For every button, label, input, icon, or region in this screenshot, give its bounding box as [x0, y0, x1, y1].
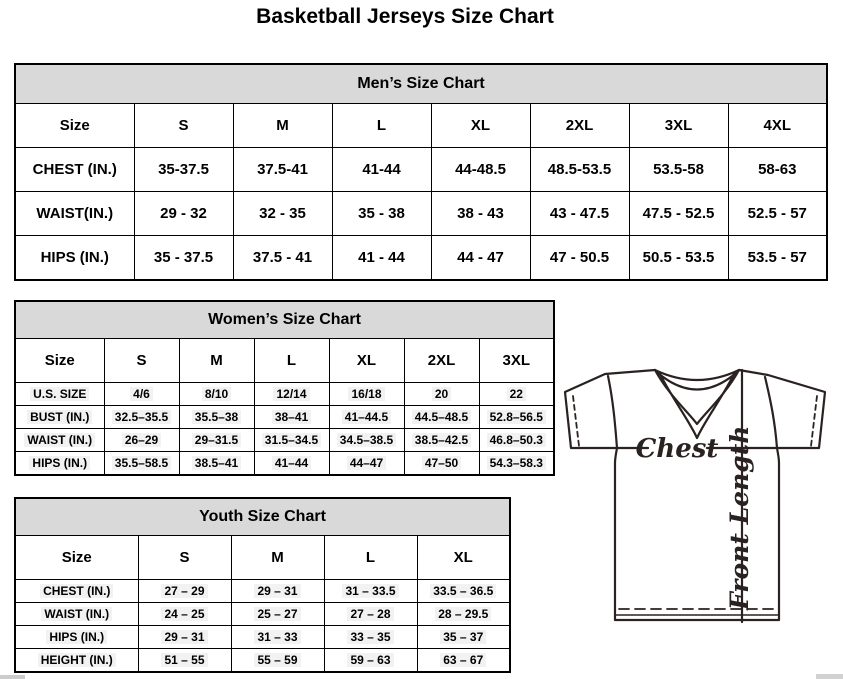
column-header: L: [332, 104, 431, 148]
row-label: WAIST(IN.): [15, 192, 134, 236]
table-cell: 46.8–50.3: [479, 429, 554, 452]
row-label: HIPS (IN.): [15, 452, 104, 476]
table-cell: 35.5–38: [179, 406, 254, 429]
table-cell: 47.5 - 52.5: [629, 192, 728, 236]
table-cell: 44–47: [329, 452, 404, 476]
table-cell: 25 – 27: [231, 603, 324, 626]
table-cell: 59 – 63: [324, 649, 417, 673]
table-cell: 35 - 38: [332, 192, 431, 236]
mens-chart-title: Men’s Size Chart: [15, 64, 827, 104]
table-cell: 44.5–48.5: [404, 406, 479, 429]
table-cell: 29 – 31: [231, 580, 324, 603]
mens-header-row: [15, 104, 827, 148]
youth-chart-title: Youth Size Chart: [15, 498, 510, 536]
row-label: CHEST (IN.): [15, 148, 134, 192]
jersey-measurement-diagram: [556, 360, 840, 652]
table-cell: 38 - 43: [431, 192, 530, 236]
column-header: 2XL: [404, 339, 479, 383]
womens-size-chart-table: [14, 300, 555, 476]
table-cell: 44 - 47: [431, 236, 530, 281]
jersey-body-outline: [615, 448, 779, 620]
column-header: 3XL: [629, 104, 728, 148]
table-row: [15, 580, 510, 603]
table-cell: 26–29: [104, 429, 179, 452]
table-cell: 44-48.5: [431, 148, 530, 192]
table-cell: 31 – 33: [231, 626, 324, 649]
mens-size-chart-table: [14, 63, 828, 281]
column-header: S: [134, 104, 233, 148]
table-row: [15, 406, 554, 429]
column-header: M: [179, 339, 254, 383]
row-label: HIPS (IN.): [15, 236, 134, 281]
table-cell: 52.5 - 57: [728, 192, 827, 236]
table-cell: 12/14: [254, 383, 329, 406]
table-cell: 8/10: [179, 383, 254, 406]
table-cell: 35-37.5: [134, 148, 233, 192]
table-cell: 54.3–58.3: [479, 452, 554, 476]
column-header: L: [324, 536, 417, 580]
table-cell: 37.5 - 41: [233, 236, 332, 281]
table-row: [15, 236, 827, 281]
table-cell: 38.5–41: [179, 452, 254, 476]
table-row: [15, 452, 554, 476]
table-cell: 29–31.5: [179, 429, 254, 452]
table-cell: 22: [479, 383, 554, 406]
column-header: S: [138, 536, 231, 580]
table-cell: 29 – 31: [138, 626, 231, 649]
table-cell: 33.5 – 36.5: [417, 580, 510, 603]
column-header: 2XL: [530, 104, 629, 148]
table-cell: 58-63: [728, 148, 827, 192]
column-header: XL: [329, 339, 404, 383]
table-cell: 50.5 - 53.5: [629, 236, 728, 281]
table-cell: 35 – 37: [417, 626, 510, 649]
column-header: 4XL: [728, 104, 827, 148]
h-scrollbar-fragment-right[interactable]: [816, 674, 843, 679]
table-cell: 16/18: [329, 383, 404, 406]
jersey-right-shoulder-seam: [765, 377, 777, 448]
youth-size-chart-table: [14, 497, 511, 673]
table-cell: 47 - 50.5: [530, 236, 629, 281]
table-cell: 28 – 29.5: [417, 603, 510, 626]
jersey-left-cuff-dashed: [573, 396, 579, 446]
womens-header-row: [15, 339, 554, 383]
table-cell: 47–50: [404, 452, 479, 476]
womens-chart-title: Women’s Size Chart: [15, 301, 554, 339]
table-cell: 31 – 33.5: [324, 580, 417, 603]
column-header: XL: [431, 104, 530, 148]
row-label: HIPS (IN.): [15, 626, 138, 649]
table-cell: 35.5–58.5: [104, 452, 179, 476]
column-header: L: [254, 339, 329, 383]
row-label: BUST (IN.): [15, 406, 104, 429]
chest-label: Chest: [635, 434, 719, 464]
row-label: CHEST (IN.): [15, 580, 138, 603]
table-cell: 4/6: [104, 383, 179, 406]
table-row: [15, 383, 554, 406]
table-row: [15, 148, 827, 192]
table-cell: 24 – 25: [138, 603, 231, 626]
table-cell: 31.5–34.5: [254, 429, 329, 452]
table-row: [15, 649, 510, 673]
column-header: S: [104, 339, 179, 383]
column-header: Size: [15, 104, 134, 148]
table-cell: 35 - 37.5: [134, 236, 233, 281]
front-length-label: Front Length: [725, 425, 754, 610]
column-header: M: [233, 104, 332, 148]
table-row: [15, 626, 510, 649]
jersey-right-cuff-dashed: [811, 396, 817, 446]
table-cell: 38–41: [254, 406, 329, 429]
table-cell: 41-44: [332, 148, 431, 192]
table-cell: 27 – 28: [324, 603, 417, 626]
table-cell: 32.5–35.5: [104, 406, 179, 429]
table-cell: 41 - 44: [332, 236, 431, 281]
table-cell: 53.5-58: [629, 148, 728, 192]
table-row: [15, 192, 827, 236]
table-cell: 41–44.5: [329, 406, 404, 429]
table-cell: 55 – 59: [231, 649, 324, 673]
table-cell: 32 - 35: [233, 192, 332, 236]
jersey-collar-inner-v: [660, 374, 734, 438]
youth-header-row: [15, 536, 510, 580]
column-header: Size: [15, 339, 104, 383]
table-cell: 33 – 35: [324, 626, 417, 649]
h-scrollbar-fragment-left[interactable]: [0, 675, 25, 679]
jersey-collar-back-arc: [655, 370, 739, 380]
table-cell: 34.5–38.5: [329, 429, 404, 452]
table-cell: 41–44: [254, 452, 329, 476]
page-title: Basketball Jerseys Size Chart: [256, 5, 554, 28]
table-cell: 37.5-41: [233, 148, 332, 192]
column-header: Size: [15, 536, 138, 580]
jersey-left-shoulder-seam: [608, 376, 617, 448]
column-header: 3XL: [479, 339, 554, 383]
table-cell: 53.5 - 57: [728, 236, 827, 281]
table-cell: 52.8–56.5: [479, 406, 554, 429]
row-label: WAIST (IN.): [15, 429, 104, 452]
table-row: [15, 429, 554, 452]
row-label: U.S. SIZE: [15, 383, 104, 406]
table-cell: 27 – 29: [138, 580, 231, 603]
table-cell: 43 - 47.5: [530, 192, 629, 236]
column-header: XL: [417, 536, 510, 580]
row-label: HEIGHT (IN.): [15, 649, 138, 673]
table-cell: 63 – 67: [417, 649, 510, 673]
table-cell: 51 – 55: [138, 649, 231, 673]
table-row: [15, 603, 510, 626]
table-cell: 29 - 32: [134, 192, 233, 236]
table-cell: 20: [404, 383, 479, 406]
jersey-collar-outer-v: [655, 370, 739, 424]
row-label: WAIST (IN.): [15, 603, 138, 626]
column-header: M: [231, 536, 324, 580]
table-cell: 38.5–42.5: [404, 429, 479, 452]
table-cell: 48.5-53.5: [530, 148, 629, 192]
